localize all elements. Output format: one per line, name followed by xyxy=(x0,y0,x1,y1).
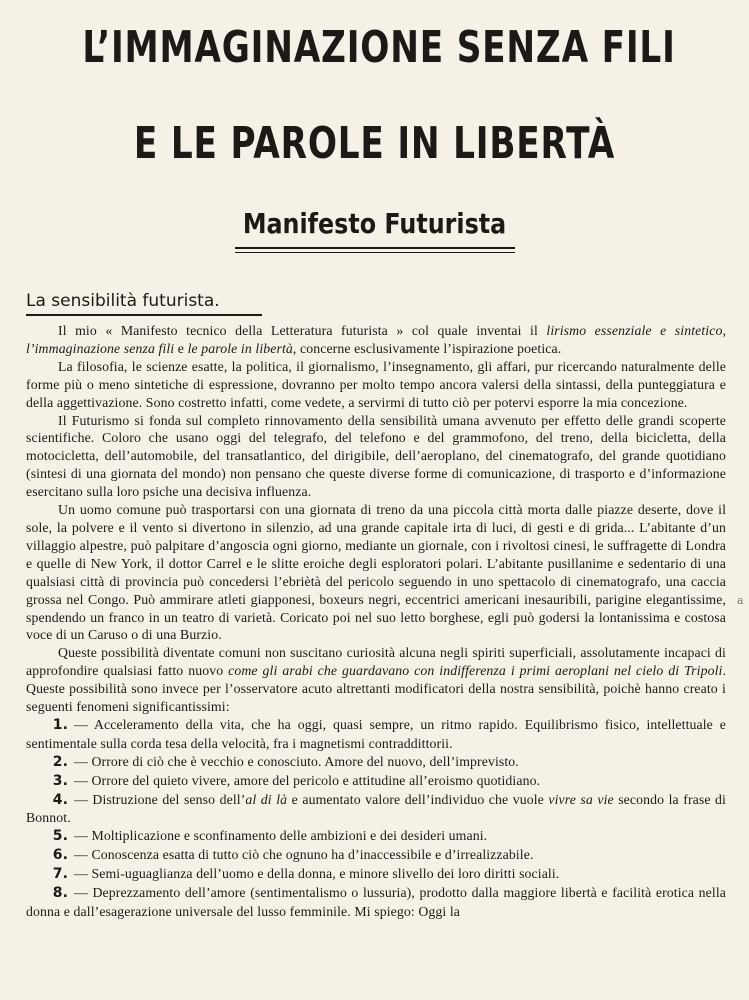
list-item: 2. — Orrore di ciò che è vecchio e conosciuto. Amore del nuovo, dell’imprevisto. xyxy=(26,753,726,772)
list-item: 6. — Conoscenza esatta di tutto ciò che ognuno ha d’inaccessibile e d’irrealizzabile. xyxy=(26,846,726,865)
list-item-number: 7. xyxy=(52,866,68,883)
italic-text: come gli arabi che guardavano con indifferenza i primi aeroplani nel cielo di Tripoli xyxy=(228,663,723,679)
paragraph: Un uomo comune può trasportarsi con una giornata di treno da una piccola città morta dalle piazze deserte, dove il sole, la polvere e il vento si divertono in silenzio, ad una grande capitale irta di luci, di gesti e di grida... L’abitante d’un villaggio alpestre, può palpitare d’angoscia ogni giorno, mediante un giornale, con i rivoltosi cinesi, le suffragette di Londra e quelle di New York, il dottor Carrel e le slitte eroiche degli esploratori polari. L’abitante pusillanime e sedentario di una qualsiasi città di provincia può concedersi l’ebriètà del pericolo seguendo in uno spettacolo di cinematografo, una caccia grossa nel Congo. Può ammirare atleti giapponesi, boxeurs negri, eccentrici americani inesauribili, parigine elegantissime, spendendo un franco in un teatro di varietà. Coricato poi nel suo letto borghese, egli può godersi la lontanissima e costosa voce di un Caruso o di una Burzio. xyxy=(26,502,726,643)
list-item-number: 1. xyxy=(52,716,68,733)
list-item: 7. — Semi-uguaglianza dell’uomo e della donna, e minore slivello dei loro diritti sociali. xyxy=(26,865,726,884)
list-item-number: 3. xyxy=(52,772,68,789)
list-item: 5. — Moltiplicazione e sconfinamento delle ambizioni e dei desideri umani. xyxy=(26,827,726,846)
subtitle-rule-thin xyxy=(235,252,515,253)
list-item: 1. — Acceleramento della vita, che ha oggi, quasi sempre, un ritmo rapido. Equilibrismo fisico, intellettuale e sentimentale sulla corda tesa della velocità, fra i magnetismi contraddittorii. xyxy=(26,716,726,751)
italic-text: vivre sa vie xyxy=(548,791,614,807)
list-item-number: 5. xyxy=(52,828,68,845)
paragraph: Il mio « Manifesto tecnico della Letteratura futurista » col quale inventai il lirismo essenziale e sintetico, l’immaginazione senza fili e le parole in libertà, concerne esclusivamente l’ispirazione poetica. xyxy=(26,323,726,356)
list-item: 4. — Distruzione del senso dell’al di là e aumentato valore dell’individuo che vuole vivre sa vie secondo la frase di Bonnot. xyxy=(26,791,726,826)
paragraph: Il Futurismo si fonda sul completo rinnovamento della sensibilità umana avvenuto per effetto delle grandi scoperte scientifiche. Coloro che usano oggi del telegrafo, del telefono e del grammofono, del treno, della bicicletta, della motocicletta, dell’automobile, del transatlantico, del dirigibile, dell’aeroplano, del cinematografo, del grande quotidiano (sintesi di una giornata del mondo) non pensano che queste diverse forme di comunicazione, di trasporto e d’informazione esercitano sulla loro psiche una decisiva influenza. xyxy=(26,412,726,500)
italic-text: al di là xyxy=(245,791,288,807)
list-item-number: 4. xyxy=(52,791,68,808)
paragraph: La filosofia, le scienze esatte, la politica, il giornalismo, l’insegnamento, gli affari, pur ricercando naturalmente delle forme più o meno sintetiche di espressione, dovranno per molto tempo ancora valersi della sintassi, della punteggiatura e della aggettivazione. Sono costretto infatti, come vedete, a servirmi di tutto ciò per potervi esporre la mia concezione. xyxy=(26,358,726,410)
section-heading-rule xyxy=(26,314,262,316)
phenomena-list xyxy=(26,716,726,921)
section-heading: La sensibilità futurista. xyxy=(26,291,220,311)
list-item: 8. — Deprezzamento dell’amore (sentimentalismo o lussuria), prodotto dalla maggiore libertà e facilità erotica nella donna e dall’esagerazione universale del lusso femminile. Mi spiego: Oggi la xyxy=(26,885,726,919)
italic-text: le parole in libertà xyxy=(187,340,293,356)
list-item-number: 2. xyxy=(52,753,68,770)
subtitle-rule-thick xyxy=(235,247,515,249)
list-item: 3. — Orrore del quieto vivere, amore del pericolo e attitudine all’eroismo quotidiano. xyxy=(26,772,726,791)
body-text xyxy=(26,322,726,921)
title-line-1: L’IMMAGINAZIONE SENZA FILI xyxy=(82,22,676,73)
subtitle: Manifesto Futurista xyxy=(242,207,507,240)
list-item-number: 6. xyxy=(52,847,68,864)
list-item-number: 8. xyxy=(52,885,68,902)
paragraph: Queste possibilità diventate comuni non suscitano curiosità alcuna negli spiriti superficiali, assolutamente incapaci di approfondire qualsiasi fatto nuovo come gli arabi che guardavano con indifferenza i primi aeroplani nel cielo di Tripoli. Queste possibilità sono invece per l’osservatore acuto altrettanti modificatori della nostra sensibilità, poichè hanno creato i seguenti fenomeni significantissimi: xyxy=(26,645,726,715)
title-line-2: E LE PAROLE IN LIBERTÀ xyxy=(133,118,616,169)
margin-mark: a xyxy=(737,594,744,607)
italic-text: lirismo essenziale e sintetico, l’immaginazione senza fili xyxy=(26,323,726,356)
